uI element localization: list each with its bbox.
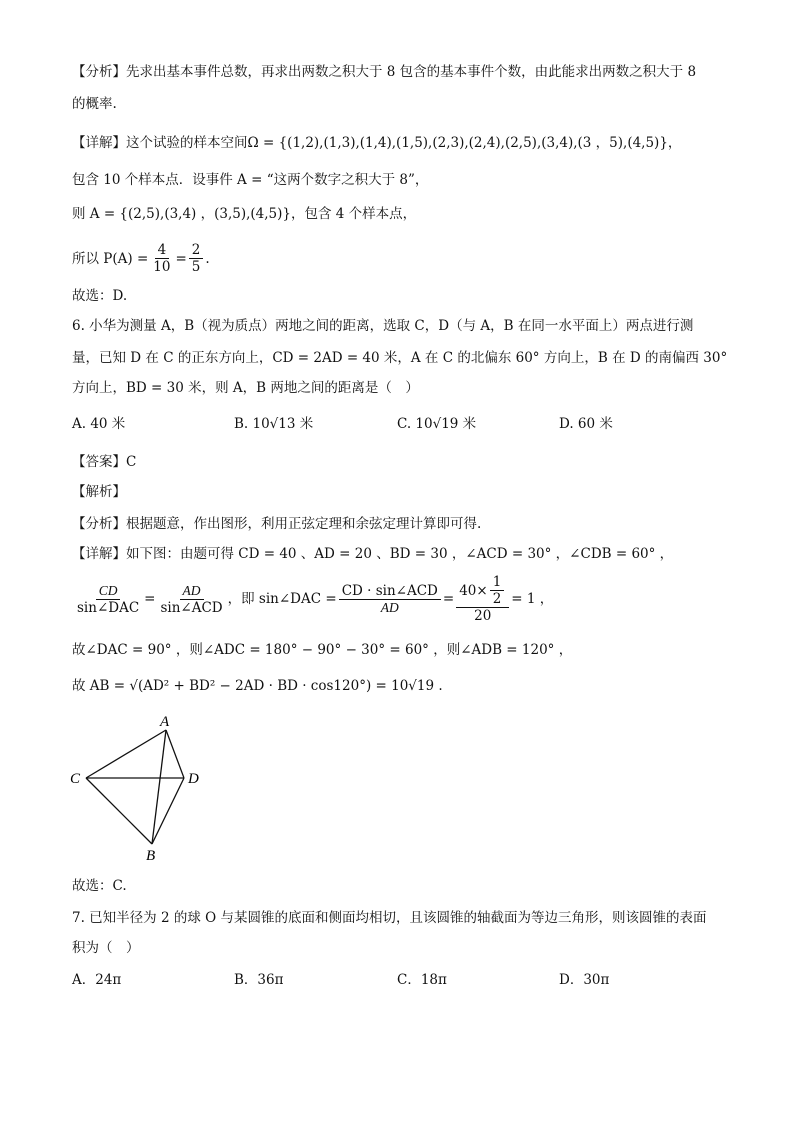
fraction-half xyxy=(490,574,505,607)
frac-den: 5 xyxy=(191,259,201,276)
explain-tag: 【解析】 xyxy=(72,484,126,500)
option-d: D．30π xyxy=(559,972,610,988)
q5-detail-line-2: 包含 10 个样本点．设事件 A = “这两个数字之积大于 8”， xyxy=(72,172,429,188)
frac-num: 4 xyxy=(155,242,170,259)
option-c: C. 10√19 米 xyxy=(397,416,477,432)
label-c: C xyxy=(70,771,81,787)
answer-tag: 【答案】 xyxy=(72,454,126,470)
option-b: B. 10√13 米 xyxy=(234,416,314,432)
analysis-tag: 【分析】 xyxy=(72,516,126,532)
q7-stem-line-2: 积为（ ） xyxy=(72,940,140,956)
equals-sign: = xyxy=(144,591,156,608)
q6-answer xyxy=(72,452,136,472)
connector-text: ，即 sin∠DAC = xyxy=(227,591,337,608)
q6-choice: 故选：C. xyxy=(72,878,127,894)
q6-analysis xyxy=(72,514,481,534)
answer-value: C xyxy=(126,454,137,470)
q6-detail-line-1 xyxy=(72,544,673,564)
label-d: D xyxy=(188,771,199,787)
analysis-text: 先求出基本事件总数，再求出两数之积大于 8 包含的基本事件个数，由此能求出两数之积大于 8 xyxy=(126,64,697,80)
segment-ad xyxy=(166,730,184,778)
result-text: = 1 ， xyxy=(511,591,554,608)
segment-ab xyxy=(152,730,166,844)
q7-options xyxy=(72,970,724,992)
option-a: A．24π xyxy=(72,972,122,988)
frac-num: CD xyxy=(96,583,121,600)
q5-detail-line-3: 则 A = {(2,5),(3,4) ，(3,5),(4,5)}，包含 4 个样本点， xyxy=(72,206,417,222)
frac-num xyxy=(456,574,509,608)
fraction-numeric xyxy=(456,574,509,625)
sample-space: 这个试验的样本空间Ω = {(1,2),(1,3),(1,4),(1,5),(2,3),(2,4),(2,5),(3,4),(3 ，5),(4,5)}， xyxy=(126,135,682,151)
frac-den: sin∠ACD xyxy=(160,599,223,616)
num-prefix: 40× xyxy=(459,582,488,599)
frac-num: 2 xyxy=(189,242,204,259)
detail-tag: 【详解】 xyxy=(72,135,126,151)
equals-sign: = xyxy=(442,591,455,608)
period: . xyxy=(205,250,210,267)
segment-ca xyxy=(86,730,166,778)
fraction-cd-sin-over-ad xyxy=(339,583,441,616)
segment-db xyxy=(152,778,184,844)
fraction-2-5 xyxy=(189,242,204,275)
label-b: B xyxy=(146,848,156,860)
q5-choice: 故选：D. xyxy=(72,288,128,304)
analysis-tag: 【分析】 xyxy=(72,64,126,80)
q6-stem-line-3: 方向上，BD = 30 米，则 A，B 两地之间的距离是（ ） xyxy=(72,380,419,396)
frac-num: CD · sin∠ACD xyxy=(339,583,441,600)
frac-den: 10 xyxy=(153,259,171,276)
detail-tag: 【详解】 xyxy=(72,546,126,562)
fraction-4-10 xyxy=(150,242,173,275)
frac-den: 2 xyxy=(492,591,502,608)
option-b: B．36π xyxy=(234,972,284,988)
q6-stem-line-1: 6. 小华为测量 A，B（视为质点）两地之间的距离，选取 C，D（与 A，B 在同一水平面上）两点进行测 xyxy=(72,318,694,334)
detail-text: 如下图：由题可得 CD = 40 、AD = 20 、BD = 30 ，∠ACD = 30° ，∠CDB = 60° ， xyxy=(126,546,674,562)
equals-sign: = xyxy=(175,250,187,267)
q6-detail-line-3: 故∠DAC = 90° ，则∠ADC = 180° − 90° − 30° = 60° ，则∠ADB = 120° ， xyxy=(72,642,573,658)
q6-stem-line-2: 量，已知 D 在 C 的正东方向上，CD = 2AD = 40 米，A 在 C 的北偏东 60° 方向上，B 在 D 的南偏西 30° xyxy=(72,350,728,366)
q6-detail-line-4: 故 AB = √(AD² + BD² − 2AD · BD · cos120°) = 10√19 . xyxy=(72,678,443,694)
option-a: A. 40 米 xyxy=(72,416,126,432)
label-a: A xyxy=(160,714,170,730)
prob-label: 所以 P(A) = xyxy=(72,250,149,267)
q7-stem-line-1: 7. 已知半径为 2 的球 O 与某圆锥的底面和侧面均相切，且该圆锥的轴截面为等边三角形，则该圆锥的表面 xyxy=(72,910,707,926)
q5-analysis-line-2: 的概率. xyxy=(72,96,117,112)
q6-sine-law-line xyxy=(72,574,553,625)
q5-analysis-line-1 xyxy=(72,62,696,82)
frac-den: sin∠DAC xyxy=(77,599,140,616)
q5-detail-line-1 xyxy=(72,133,681,153)
option-d: D. 60 米 xyxy=(559,416,613,432)
option-c: C．18π xyxy=(397,972,447,988)
q5-probability-line xyxy=(72,242,210,275)
segment-cb xyxy=(86,778,152,844)
frac-den: 20 xyxy=(474,608,492,625)
frac-den: AD xyxy=(380,599,399,615)
quadrilateral-figure xyxy=(66,710,216,860)
q6-options xyxy=(72,414,724,436)
analysis-text: 根据题意，作出图形，利用正弦定理和余弦定理计算即可得. xyxy=(126,516,482,532)
frac-num: 1 xyxy=(490,574,505,591)
fraction-cd-over-sin xyxy=(74,583,142,616)
frac-num: AD xyxy=(180,583,204,600)
fraction-ad-over-sin xyxy=(157,583,225,616)
